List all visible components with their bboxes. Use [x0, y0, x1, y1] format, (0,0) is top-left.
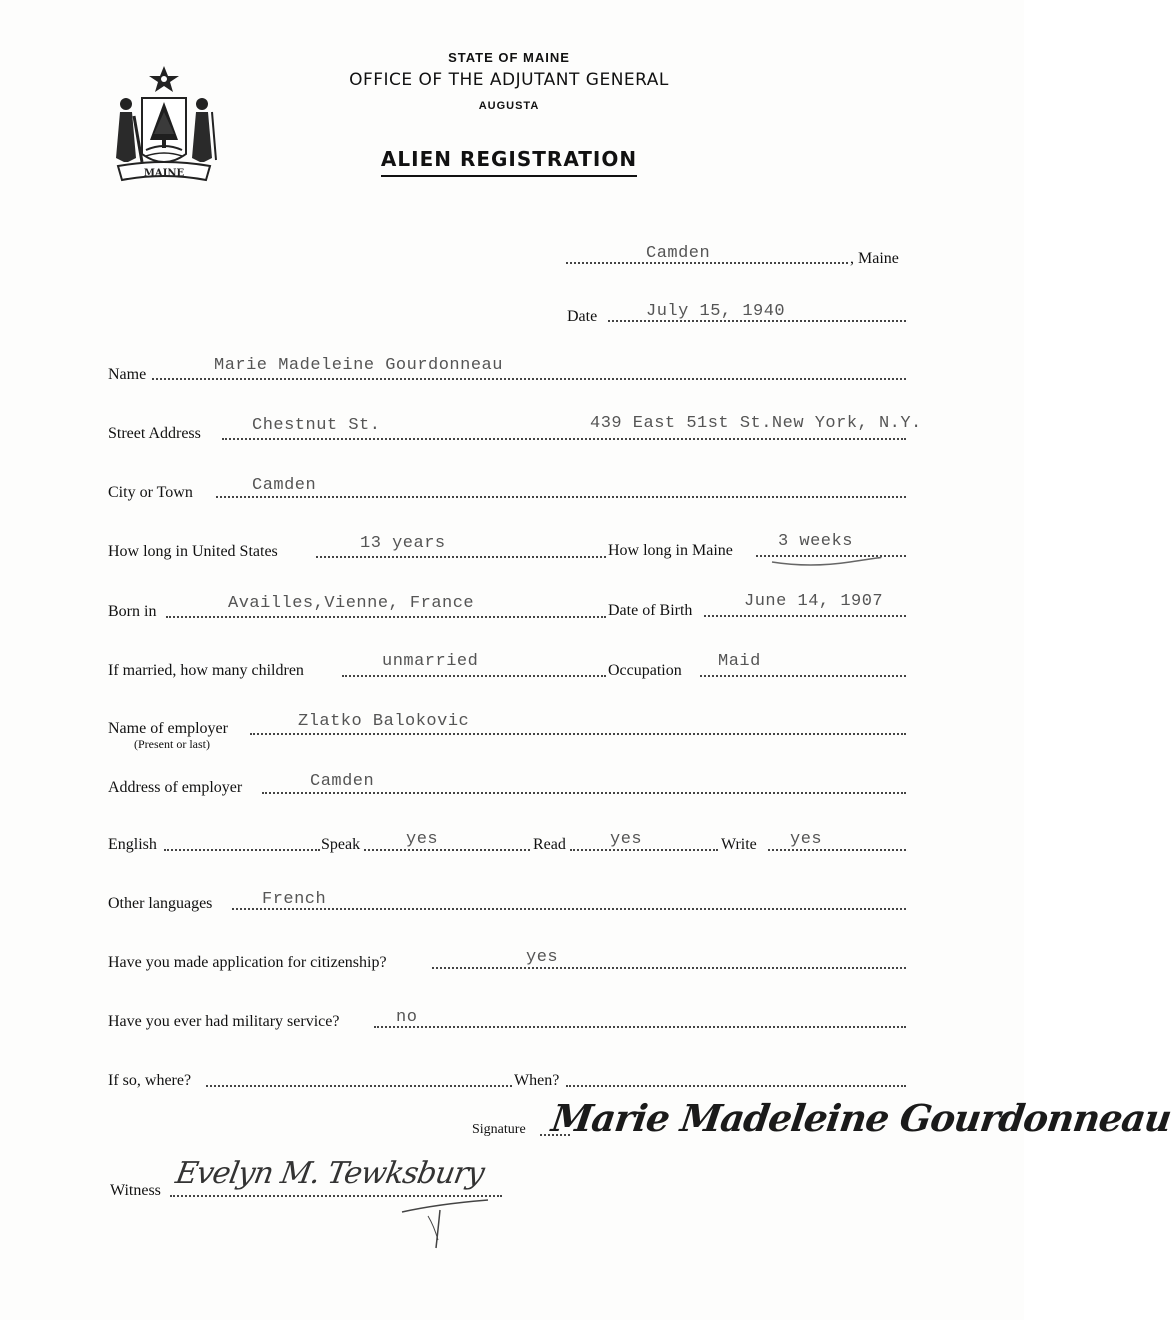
- read-line: [570, 849, 718, 851]
- other-languages-line: [232, 908, 906, 910]
- citizenship-label: Have you made application for citizenship?: [108, 954, 387, 971]
- occupation-line: [700, 675, 906, 677]
- form-title-text: ALIEN REGISTRATION: [381, 147, 637, 177]
- name-line: [152, 378, 906, 380]
- employer-value[interactable]: Zlatko Balokovic: [298, 712, 470, 731]
- when-line: [566, 1085, 906, 1087]
- read-label: Read: [533, 836, 566, 853]
- state-heading: STATE OF MAINE: [448, 50, 570, 65]
- employer-address-value[interactable]: Camden: [310, 772, 375, 791]
- underline-squiggle-icon: [770, 554, 880, 568]
- employer-address-line: [262, 792, 906, 794]
- employer-address-label: Address of employer: [108, 779, 243, 796]
- signature-label: Signature: [472, 1122, 526, 1137]
- maine-label: , Maine: [850, 250, 899, 267]
- english-label: English: [108, 836, 157, 853]
- speak-value[interactable]: yes: [406, 830, 439, 849]
- read-value[interactable]: yes: [610, 830, 643, 849]
- employer-line: [250, 733, 906, 735]
- city-line: [216, 496, 906, 498]
- when-label: When?: [514, 1072, 560, 1089]
- date-value[interactable]: July 15, 1940: [646, 302, 786, 321]
- seal-banner-text: MAINE: [143, 168, 185, 179]
- write-value[interactable]: yes: [790, 830, 823, 849]
- write-label: Write: [721, 836, 757, 853]
- office-heading: OFFICE OF THE ADJUTANT GENERAL: [349, 70, 669, 90]
- date-label: Date: [567, 308, 598, 325]
- children-value[interactable]: unmarried: [382, 652, 479, 671]
- name-label: Name: [108, 366, 147, 383]
- town-value[interactable]: Camden: [646, 244, 711, 263]
- how-long-us-value[interactable]: 13 years: [360, 534, 446, 553]
- city-value[interactable]: Camden: [252, 476, 317, 495]
- speak-line: [364, 849, 530, 851]
- write-line: [768, 849, 906, 851]
- other-languages-value[interactable]: French: [262, 890, 327, 909]
- dob-line: [704, 615, 906, 617]
- city-heading: AUGUSTA: [478, 100, 540, 112]
- military-value[interactable]: no: [396, 1008, 418, 1027]
- dob-value[interactable]: June 14, 1907: [744, 592, 884, 611]
- dob-label: Date of Birth: [608, 602, 693, 619]
- citizenship-value[interactable]: yes: [526, 948, 559, 967]
- street-value[interactable]: Chestnut St.: [252, 416, 381, 435]
- citizenship-line: [432, 967, 906, 969]
- born-in-line: [166, 616, 606, 618]
- children-label: If married, how many children: [108, 662, 304, 679]
- city-label: City or Town: [108, 484, 193, 501]
- signature-value[interactable]: Marie Madeleine Gourdonneau: [548, 1096, 1174, 1140]
- witness-flourish-icon: [398, 1196, 498, 1252]
- how-long-maine-value[interactable]: 3 weeks: [778, 532, 853, 551]
- how-long-maine-label: How long in Maine: [608, 542, 733, 559]
- military-label: Have you ever had military service?: [108, 1013, 340, 1030]
- street-line: [222, 438, 906, 440]
- witness-label: Witness: [110, 1182, 161, 1199]
- occupation-label: Occupation: [608, 662, 682, 679]
- employer-note: (Present or last): [134, 737, 210, 751]
- where-line: [206, 1085, 512, 1087]
- speak-label: Speak: [321, 836, 361, 853]
- born-in-label: Born in: [108, 603, 157, 620]
- how-long-us-label: How long in United States: [108, 543, 278, 560]
- witness-value[interactable]: Evelyn M. Tewksbury: [172, 1156, 487, 1191]
- street-alt-value[interactable]: 439 East 51st St.New York, N.Y.: [590, 414, 922, 433]
- other-languages-label: Other languages: [108, 895, 213, 912]
- where-label: If so, where?: [108, 1072, 192, 1089]
- occupation-value[interactable]: Maid: [718, 652, 761, 671]
- english-line: [164, 849, 320, 851]
- children-line: [342, 675, 606, 677]
- how-long-us-line: [316, 556, 606, 558]
- form-title: [0, 147, 1021, 171]
- born-in-value[interactable]: Availles,Vienne, France: [228, 594, 475, 613]
- street-label: Street Address: [108, 425, 201, 442]
- employer-label: Name of employer: [108, 720, 228, 737]
- name-value[interactable]: Marie Madeleine Gourdonneau: [214, 356, 503, 375]
- military-line: [374, 1026, 906, 1028]
